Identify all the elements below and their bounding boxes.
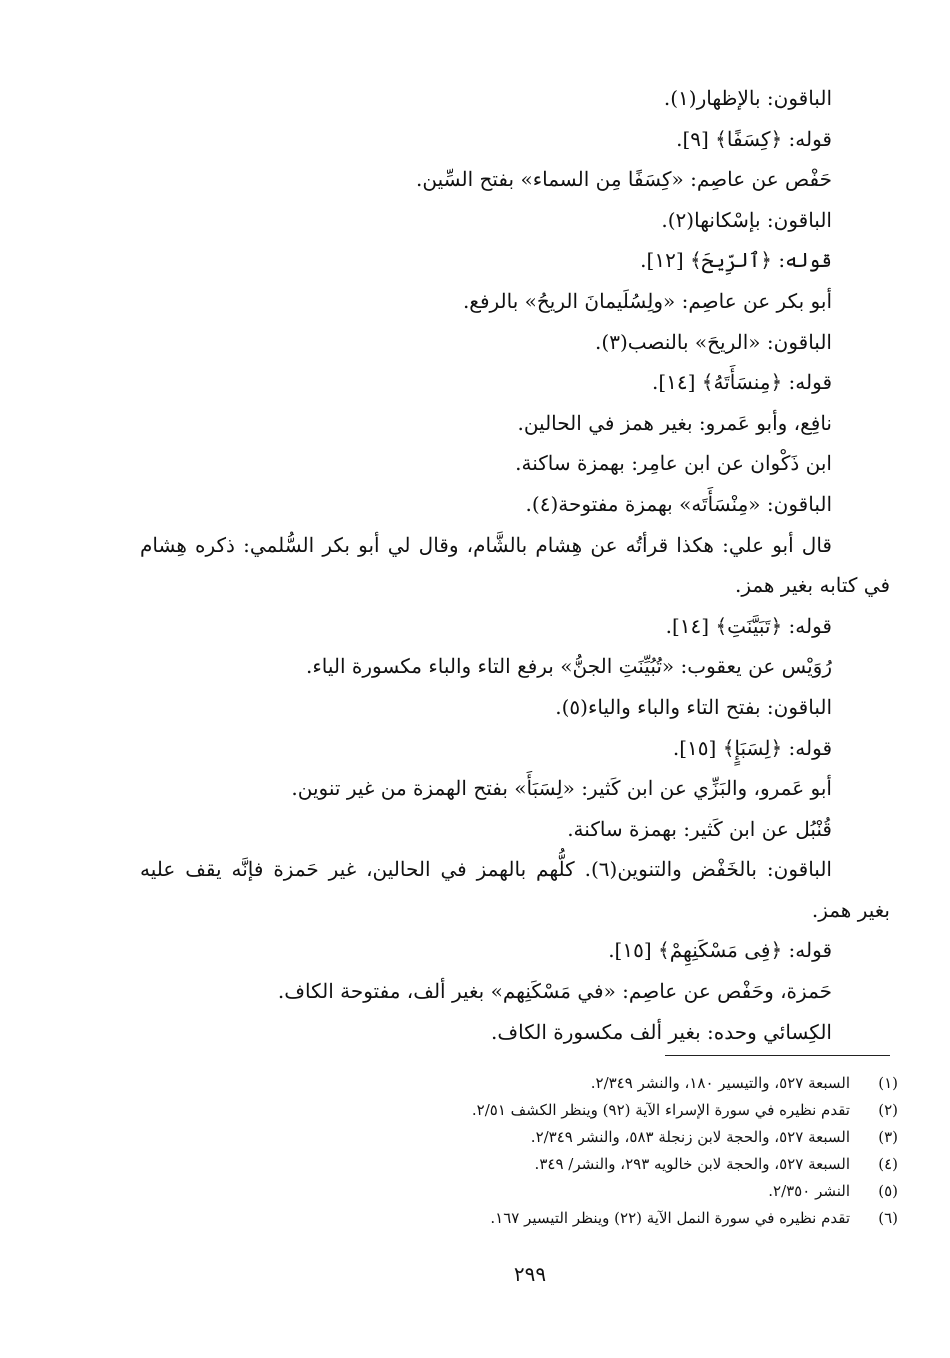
text-line: أبو عَمرو، والبَزِّي عن ابن كَثير: «لِسَبَأَ» بفتح الهمزة من غير تنوين. bbox=[291, 776, 832, 801]
footnote-number: (٣) bbox=[878, 1128, 898, 1146]
footnote-text: النشر ٢/٣٥٠. bbox=[768, 1182, 850, 1200]
text-line: أبو بكر عن عاصِم: «ولِسُلَيمانَ الريحُ» بالرفع. bbox=[462, 288, 832, 313]
text-line: ابن ذَكْوان عن ابن عامِر: بهمزة ساكنة. bbox=[515, 451, 832, 476]
text-line: قوله: ﴿تَبَيَّنَتِ﴾ [١٤]. bbox=[665, 613, 832, 638]
text-line: الباقون: بإسْكانها(٢). bbox=[661, 207, 832, 232]
footnote-number: (٥) bbox=[878, 1182, 898, 1200]
footnote-text: السبعة ٥٢٧، والحجة لابن خالويه ٢٩٣، والنشر/ ٣٤٩. bbox=[534, 1155, 850, 1173]
footnote-item bbox=[300, 1151, 898, 1178]
footnote-number: (١) bbox=[878, 1074, 898, 1092]
footnote-item bbox=[300, 1205, 898, 1232]
footnote-number: (٤) bbox=[878, 1155, 898, 1173]
text-line: قُنْبُل عن ابن كَثير: بهمزة ساكنة. bbox=[567, 816, 832, 841]
text-line: نافِع، وأبو عَمرو: بغير همز في الحالين. bbox=[517, 410, 832, 435]
text-line: قوله: ﴿كِسَفًا﴾ [٩]. bbox=[676, 126, 832, 151]
text-line: الباقون: بالإظهار(١). bbox=[663, 86, 832, 110]
footnote-text: تقدم نظيره في سورة النمل الآية (٢٢) وينظر التيسير ١٦٧. bbox=[490, 1209, 850, 1227]
text-line: الباقون: «الريحَ» بالنصب(٣). bbox=[595, 329, 832, 354]
footnote-separator bbox=[665, 1055, 890, 1056]
footnote-number: (٢) bbox=[878, 1101, 898, 1119]
text-line: الباقون: «مِنْسَأَتَه» بهمزة مفتوحة(٤). bbox=[525, 491, 832, 516]
footnote-item bbox=[300, 1070, 898, 1097]
footnote-item bbox=[300, 1124, 898, 1151]
footnote-text: تقدم نظيره في سورة الإسراء الآية (٩٢) وينظر الكشف ٢/٥١. bbox=[471, 1101, 850, 1119]
text-line: في كتابه بغير همز. bbox=[734, 573, 890, 598]
footnote-item bbox=[300, 1097, 898, 1124]
footnote-text: السبعة ٥٢٧، والتيسير ١٨٠، والنشر ٢/٣٤٩. bbox=[590, 1074, 850, 1092]
text-line: قوله: ﴿مِنسَأَتَهُ﴾ [١٤]. bbox=[651, 370, 832, 395]
text-line: الكِسائي وحده: بغير ألف مكسورة الكاف. bbox=[491, 1019, 832, 1044]
text-line: الباقون: بفتح التاء والباء والياء(٥). bbox=[555, 694, 832, 719]
page-number: ٢٩٩ bbox=[513, 1262, 547, 1286]
text-line: قوله: ﴿فِى مَسْكَنِهِمْ﴾ [١٥]. bbox=[608, 938, 832, 963]
footnote-number: (٦) bbox=[878, 1209, 898, 1227]
text-line: حَمزة، وحَفْص عن عاصِم: «في مَسْكَنِهم» بغير ألف، مفتوحة الكاف. bbox=[277, 979, 832, 1004]
text-line: رُوَيْس عن يعقوب: «تُبُيِّنَتِ الجنُّ» برفع التاء والباء مكسورة الياء. bbox=[306, 654, 832, 679]
text-line: قوله: ﴿لِسَبَإٍ﴾ [١٥]. bbox=[672, 735, 832, 760]
text-line: حَفْص عن عاصِم: «كِسَفًا مِن السماء» بفتح السِّين. bbox=[416, 167, 832, 192]
footnote-item bbox=[300, 1178, 898, 1205]
footnote-text: السبعة ٥٢٧، والحجة لابن زنجلة ٥٨٣، والنشر ٢/٣٤٩. bbox=[530, 1128, 850, 1146]
text-line: قوله: ﴿ٱلرِّيحَ﴾ [١٢]. bbox=[640, 248, 832, 273]
text-line: الباقون: بالخَفْض والتنوين(٦). كلُّهم بالهمز في الحالين، غير حَمزة فإنَّه يقف عليه bbox=[140, 857, 832, 882]
footnotes-section bbox=[300, 1070, 898, 1232]
text-line: قال أبو علي: هكذا قرأتُه عن هِشام بالشَّام، وقال لي أبو بكر السُّلمي: ذكره هِشام bbox=[140, 532, 832, 557]
main-text-body bbox=[140, 78, 890, 1052]
text-line: بغير همز. bbox=[811, 897, 890, 922]
